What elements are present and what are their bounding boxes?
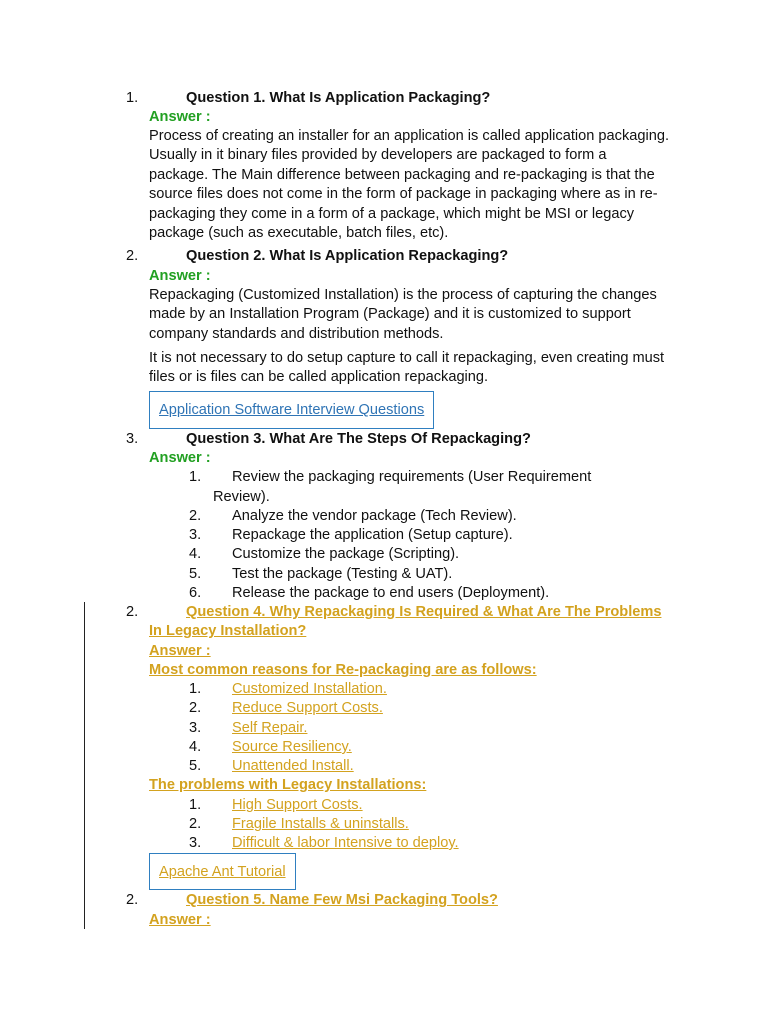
step-number: 1. [189,469,202,485]
problem-item: Difficult & labor Intensive to deploy. [232,835,459,851]
reason-item: Reduce Support Costs. [232,700,383,716]
step-text: Test the package (Testing & UAT). [232,566,453,582]
problem-item: Fragile Installs & uninstalls. [232,816,409,832]
step-number: 4. [189,546,202,562]
q2-title: Question 2. What Is Application Repackaging? [186,248,509,264]
step-number: 5. [189,566,202,582]
application-software-questions-link[interactable]: Application Software Interview Questions [159,402,425,418]
step-number: 3. [189,527,202,543]
q2-answer-label: Answer : [149,268,211,284]
q4-number: 2. [126,604,139,620]
problem-number: 2. [189,816,202,832]
q4-answer-label: Answer : [149,643,211,659]
q2-number: 2. [126,248,139,264]
step-text: Repackage the application (Setup capture). [232,527,513,543]
reason-number: 2. [189,700,202,716]
q1-answer-label: Answer : [149,109,211,125]
q3-answer-label: Answer : [149,450,211,466]
related-link-box [149,391,434,429]
q1-body: Process of creating an installer for an application is called application packaging. Usually in it binary files provided by developers are packaged to form a package. The Main difference between packaging and re-packaging is that the source files does not come in the form of package in packaging where as in re-packaging they come in a form of a package, which might be MSI or legacy package (such as executable, batch files, etc). [149,128,670,242]
q1-title: Question 1. What Is Application Packaging? [186,90,491,106]
reason-number: 4. [189,739,202,755]
problem-number: 3. [189,835,202,851]
apache-ant-tutorial-link[interactable]: Apache Ant Tutorial [159,864,286,880]
q5-number: 2. [126,892,139,908]
step-text: Analyze the vendor package (Tech Review). [232,508,517,524]
reason-number: 1. [189,681,202,697]
q4-title-line1: Question 4. Why Repackaging Is Required & What Are The Problems [186,604,662,620]
q3-number: 3. [126,431,139,447]
q2-body-2: It is not necessary to do setup capture to call it repackaging, even creating must files or is files can be called application repackaging. [149,350,665,386]
reason-item: Self Repair. [232,720,308,736]
reason-number: 3. [189,720,202,736]
reason-item: Customized Installation. [232,681,387,697]
step-text: Review the packaging requirements (User Requirement [232,469,592,485]
q4-title-line2: In Legacy Installation? [149,623,307,639]
reasons-heading: Most common reasons for Re-packaging are as follows: [149,662,537,678]
step-number: 2. [189,508,202,524]
step-text: Customize the package (Scripting). [232,546,460,562]
q3-title: Question 3. What Are The Steps Of Repackaging? [186,431,531,447]
reason-number: 5. [189,758,202,774]
step-text: Release the package to end users (Deployment). [232,585,550,601]
step-number: 6. [189,585,202,601]
q2-body-1: Repackaging (Customized Installation) is the process of capturing the changes made by an Installation Program (Package) and it is customized to support company standards and distribution methods. [149,287,657,342]
reason-item: Unattended Install. [232,758,354,774]
reason-item: Source Resiliency. [232,739,352,755]
step-text-continued: Review). [213,489,270,505]
q1-number: 1. [126,90,139,106]
q5-answer-label: Answer : [149,912,211,928]
problem-number: 1. [189,797,202,813]
problems-heading: The problems with Legacy Installations: [149,777,427,793]
tutorial-link-box [149,853,296,890]
problem-item: High Support Costs. [232,797,363,813]
q5-title: Question 5. Name Few Msi Packaging Tools? [186,892,498,908]
change-bar [84,602,85,929]
